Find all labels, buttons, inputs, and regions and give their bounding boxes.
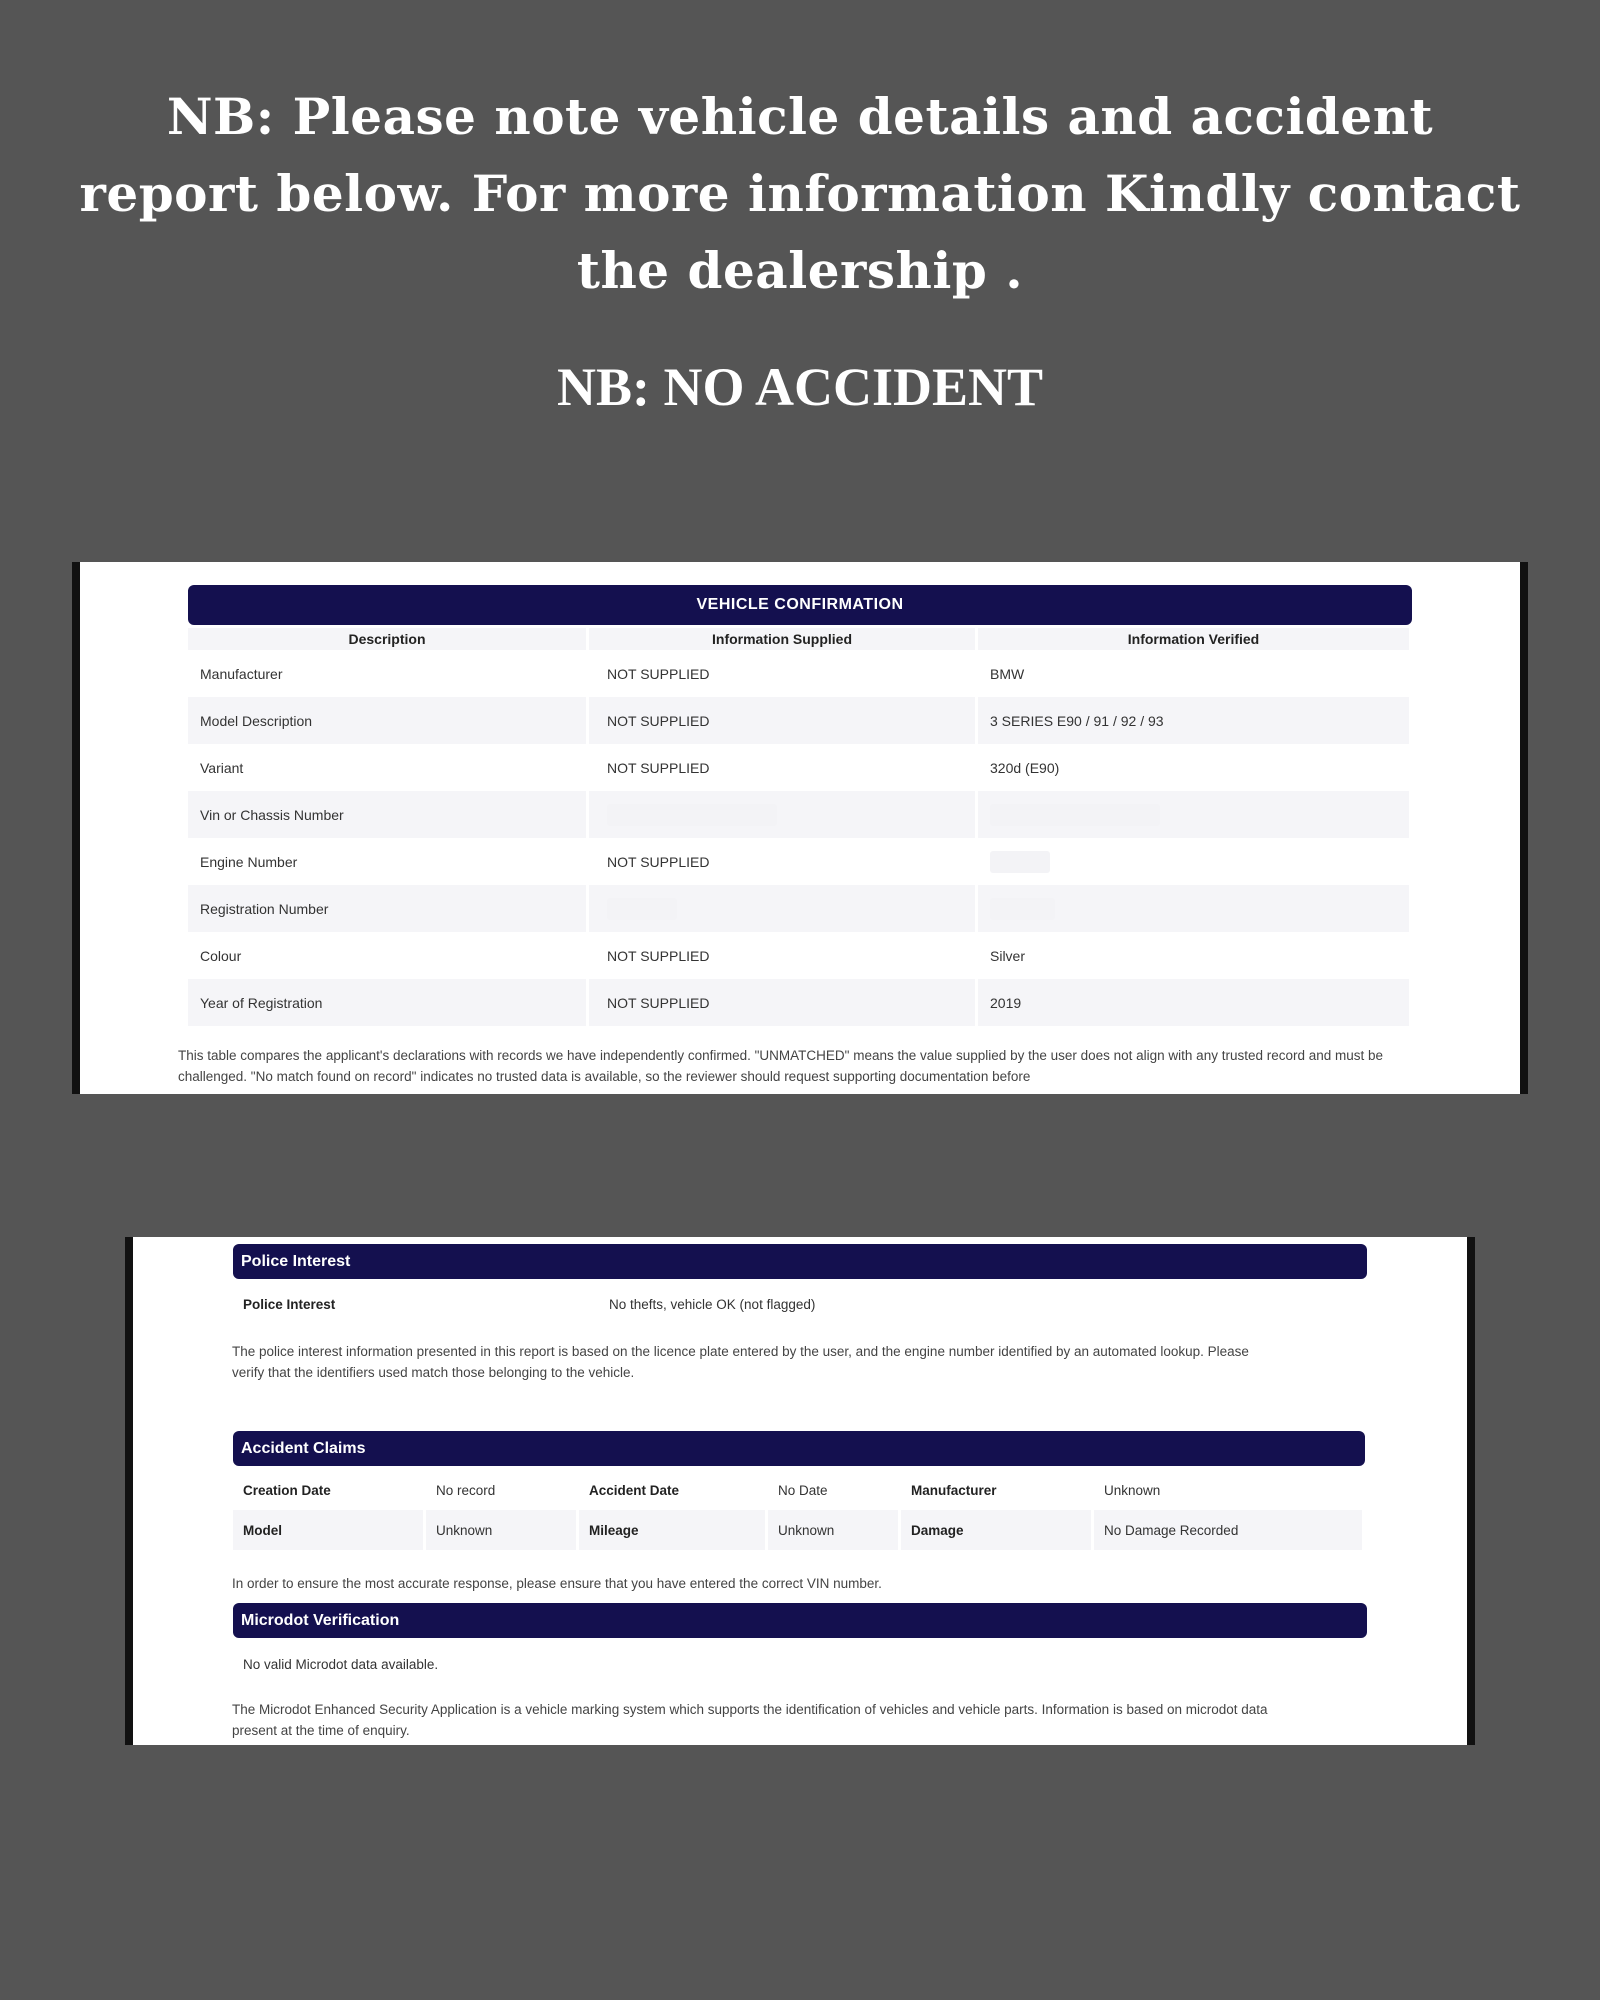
subheadline: NB: NO ACCIDENT — [556, 357, 1044, 417]
manufacturer-value: Unknown — [1093, 1470, 1364, 1510]
table-header-row — [188, 628, 1411, 650]
vehicle-confirmation-header: VEHICLE CONFIRMATION — [188, 585, 1412, 625]
report-sections-screenshot — [125, 1237, 1475, 1745]
column-header-supplied: Information Supplied — [588, 628, 977, 650]
row-description: Year of Registration — [188, 979, 588, 1026]
row-supplied: NOT SUPPLIED — [588, 650, 977, 697]
table-row — [233, 1470, 1364, 1510]
headline-line-3: the dealership . — [576, 241, 1024, 300]
table-row — [188, 697, 1411, 744]
headline-line-2: report below. For more information Kindly contact — [79, 164, 1521, 223]
row-verified: 3 SERIES E90 / 91 / 92 / 93 — [977, 697, 1411, 744]
redacted-block — [990, 851, 1050, 873]
row-verified: 320d (E90) — [977, 744, 1411, 791]
table-row — [188, 932, 1411, 979]
police-interest-value: No thefts, vehicle OK (not flagged) — [609, 1297, 816, 1312]
row-description: Model Description — [188, 697, 588, 744]
table-row — [233, 1510, 1364, 1550]
police-interest-label: Police Interest — [243, 1297, 336, 1312]
row-description: Registration Number — [188, 885, 588, 932]
row-supplied-redacted — [588, 885, 977, 932]
row-verified: BMW — [977, 650, 1411, 697]
damage-label: Damage — [900, 1510, 1093, 1550]
row-supplied: NOT SUPPLIED — [588, 979, 977, 1026]
model-label: Model — [233, 1510, 425, 1550]
row-description: Vin or Chassis Number — [188, 791, 588, 838]
damage-value: No Damage Recorded — [1093, 1510, 1364, 1550]
mileage-value: Unknown — [767, 1510, 900, 1550]
row-description: Colour — [188, 932, 588, 979]
row-description: Engine Number — [188, 838, 588, 885]
row-supplied: NOT SUPPLIED — [588, 932, 977, 979]
row-verified-redacted — [977, 838, 1411, 885]
redacted-block — [607, 804, 777, 826]
vehicle-confirmation-screenshot — [72, 562, 1528, 1094]
row-verified: 2019 — [977, 979, 1411, 1026]
row-verified: Silver — [977, 932, 1411, 979]
redacted-block — [607, 898, 677, 920]
headline — [60, 78, 1540, 309]
accident-date-label: Accident Date — [578, 1470, 767, 1510]
redacted-block — [990, 804, 1160, 826]
microdot-note-line-1: The Microdot Enhanced Security Application is a vehicle marking system which supports the identification of vehicles and vehicle parts. Information is based on microdot data — [232, 1702, 1268, 1717]
creation-date-label: Creation Date — [233, 1470, 425, 1510]
table-row — [188, 744, 1411, 791]
table-row — [188, 650, 1411, 697]
police-interest-note — [232, 1341, 1372, 1383]
row-description: Manufacturer — [188, 650, 588, 697]
row-supplied-redacted — [588, 791, 977, 838]
police-interest-header: Police Interest — [233, 1244, 1367, 1279]
police-interest-note-line-1: The police interest information presented in this report is based on the licence plate entered by the user, and the engine number identified by an automated lookup. Please — [232, 1344, 1249, 1359]
manufacturer-label: Manufacturer — [900, 1470, 1093, 1510]
vehicle-confirmation-note: This table compares the applicant's declarations with records we have independently confirmed. "UNMATCHED" means the value supplied by the user does not align with any trusted record and must be challenged. "No match found on record" indicates no trusted data is available, so the reviewer should request supporting documentation before — [178, 1048, 1384, 1084]
accident-claims-table — [233, 1470, 1365, 1550]
accident-claims-header: Accident Claims — [233, 1431, 1365, 1466]
table-row — [188, 791, 1411, 838]
microdot-value: No valid Microdot data available. — [243, 1657, 439, 1672]
model-value: Unknown — [425, 1510, 578, 1550]
microdot-verification-header: Microdot Verification — [233, 1603, 1367, 1638]
mileage-label: Mileage — [578, 1510, 767, 1550]
column-header-description: Description — [188, 628, 588, 650]
microdot-note-line-2: present at the time of enquiry. — [232, 1723, 410, 1738]
table-row — [188, 979, 1411, 1026]
row-description: Variant — [188, 744, 588, 791]
table-row — [188, 838, 1411, 885]
police-interest-note-line-2: verify that the identifiers used match those belonging to the vehicle. — [232, 1365, 635, 1380]
row-supplied: NOT SUPPLIED — [588, 838, 977, 885]
row-verified-redacted — [977, 791, 1411, 838]
table-row — [188, 885, 1411, 932]
microdot-note — [232, 1699, 1392, 1741]
accident-claims-note: In order to ensure the most accurate response, please ensure that you have entered the correct VIN number. — [232, 1576, 882, 1591]
vehicle-confirmation-table — [188, 628, 1412, 1026]
row-supplied: NOT SUPPLIED — [588, 697, 977, 744]
row-verified-redacted — [977, 885, 1411, 932]
creation-date-value: No record — [425, 1470, 578, 1510]
redacted-block — [990, 898, 1055, 920]
accident-date-value: No Date — [767, 1470, 900, 1510]
column-header-verified: Information Verified — [977, 628, 1411, 650]
row-supplied: NOT SUPPLIED — [588, 744, 977, 791]
headline-line-1: NB: Please note vehicle details and accident — [166, 87, 1434, 146]
